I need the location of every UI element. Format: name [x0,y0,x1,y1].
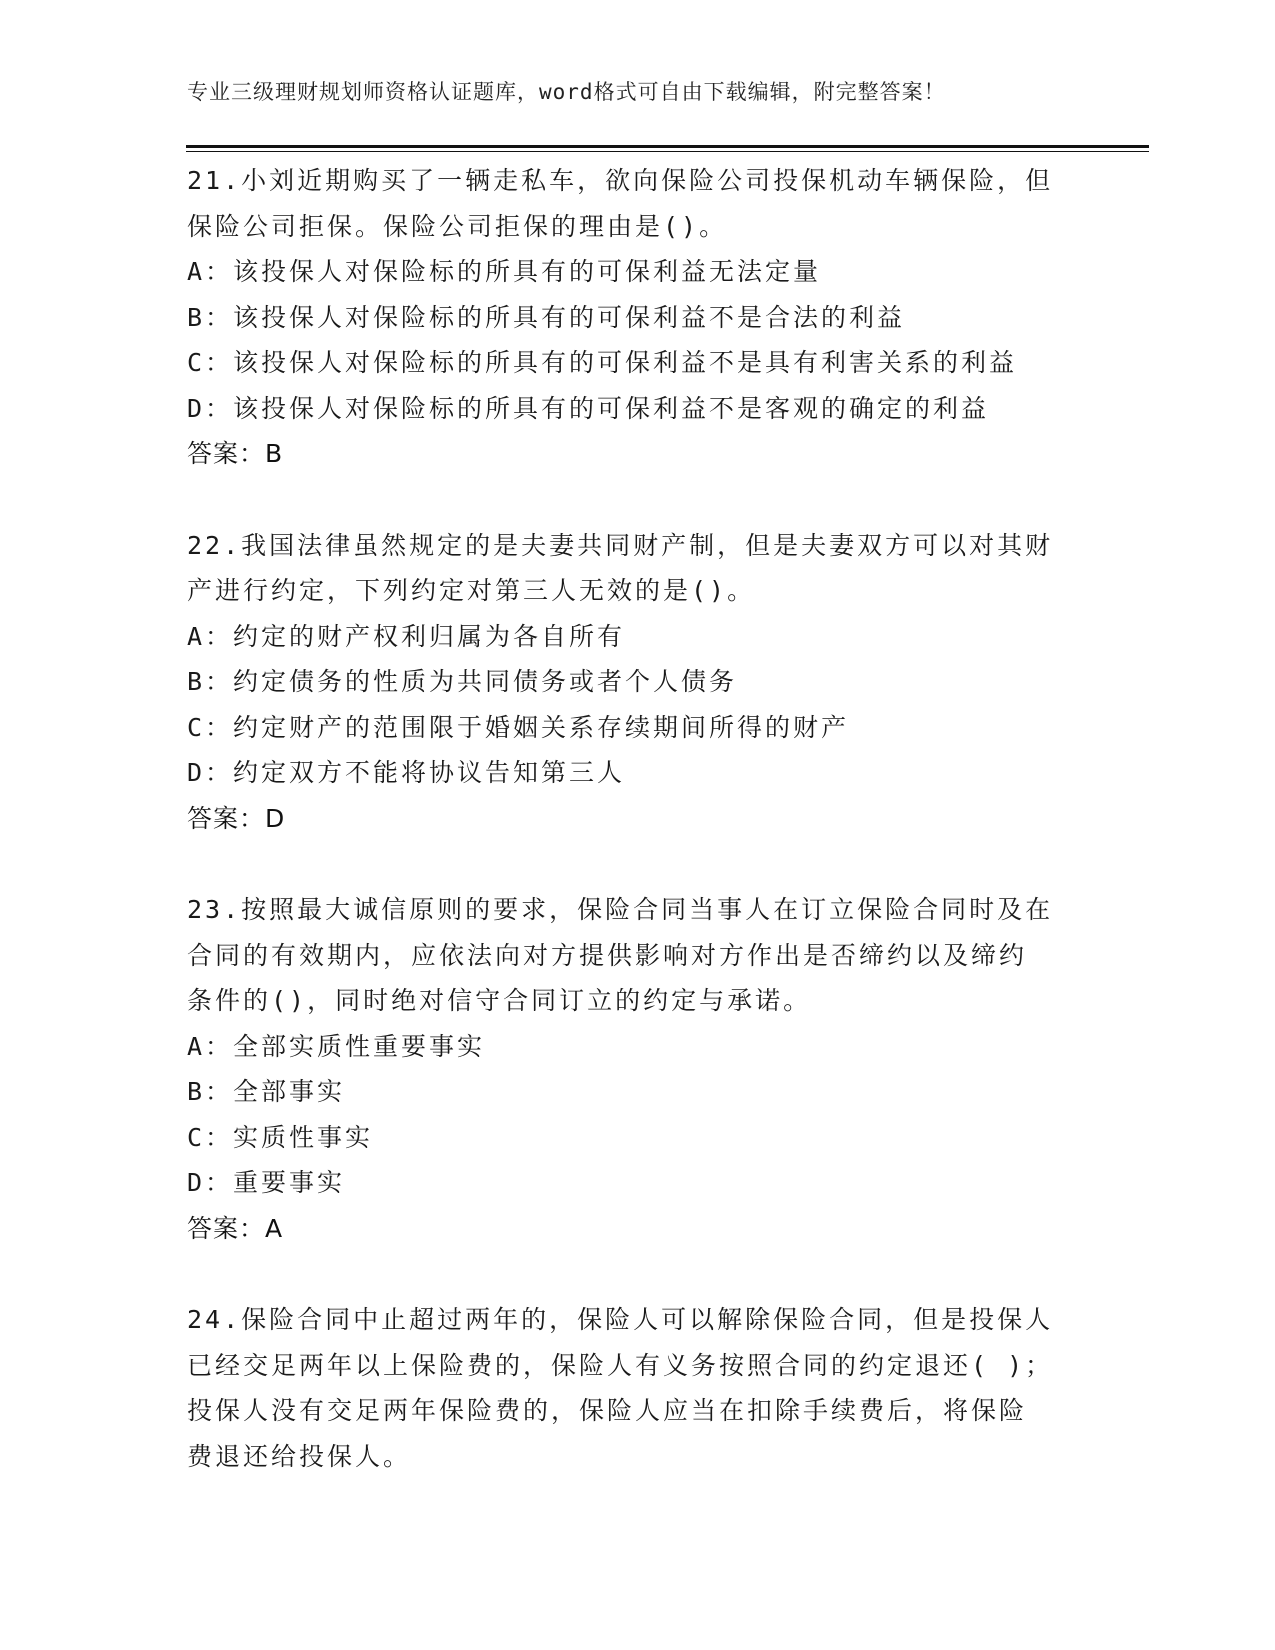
question-text: 已经交足两年以上保险费的，保险人有义务按照合同的约定退还( )； [187,1350,1054,1380]
question-text: 合同的有效期内，应依法向对方提供影响对方作出是否缔约以及缔约 [187,940,1028,970]
option-c: C：该投保人对保险标的所具有的可保利益不是具有利害关系的利益 [187,348,1018,377]
answer: 答案：B [187,439,284,468]
question-text: 产进行约定，下列约定对第三人无效的是()。 [187,576,756,605]
question-21 [187,158,1087,477]
question-text: 24.保险合同中止超过两年的，保险人可以解除保险合同，但是投保人 [187,1305,1054,1334]
option-b: B：约定债务的性质为共同债务或者个人债务 [187,667,738,696]
option-a: A：该投保人对保险标的所具有的可保利益无法定量 [187,257,822,286]
question-text: 21.小刘近期购买了一辆走私车，欲向保险公司投保机动车辆保险，但 [187,166,1054,195]
header-rule-thin [186,151,1149,152]
question-text: 投保人没有交足两年保险费的，保险人应当在扣除手续费后，将保险 [187,1396,1028,1425]
question-list [187,158,1087,1525]
option-d: D：该投保人对保险标的所具有的可保利益不是客观的确定的利益 [187,393,990,423]
option-d: D：重要事实 [187,1168,346,1197]
question-text: 费退还给投保人。 [187,1441,412,1471]
answer: 答案：D [187,803,286,833]
question-22 [187,523,1087,842]
question-23 [187,887,1087,1251]
option-c: C：实质性事实 [187,1122,374,1152]
option-b: B：该投保人对保险标的所具有的可保利益不是合法的利益 [187,302,906,332]
question-24 [187,1297,1087,1479]
question-text: 条件的()，同时绝对信守合同订立的约定与承诺。 [187,986,812,1015]
question-text: 22.我国法律虽然规定的是夫妻共同财产制，但是夫妻双方可以对其财 [187,530,1054,560]
question-text: 23.按照最大诚信原则的要求，保险合同当事人在订立保险合同时及在 [187,895,1054,924]
option-d: D：约定双方不能将协议告知第三人 [187,758,626,787]
header-rule-thick [186,145,1149,148]
question-text: 保险公司拒保。保险公司拒保的理由是()。 [187,211,728,241]
option-b: B：全部事实 [187,1077,346,1106]
answer: 答案：A [187,1213,284,1243]
option-c: C：约定财产的范围限于婚姻关系存续期间所得的财产 [187,712,850,742]
page-header: 专业三级理财规划师资格认证题库，word格式可自由下载编辑，附完整答案！ [187,80,946,104]
option-a: A：约定的财产权利归属为各自所有 [187,621,626,651]
option-a: A：全部实质性重要事实 [187,1031,486,1061]
